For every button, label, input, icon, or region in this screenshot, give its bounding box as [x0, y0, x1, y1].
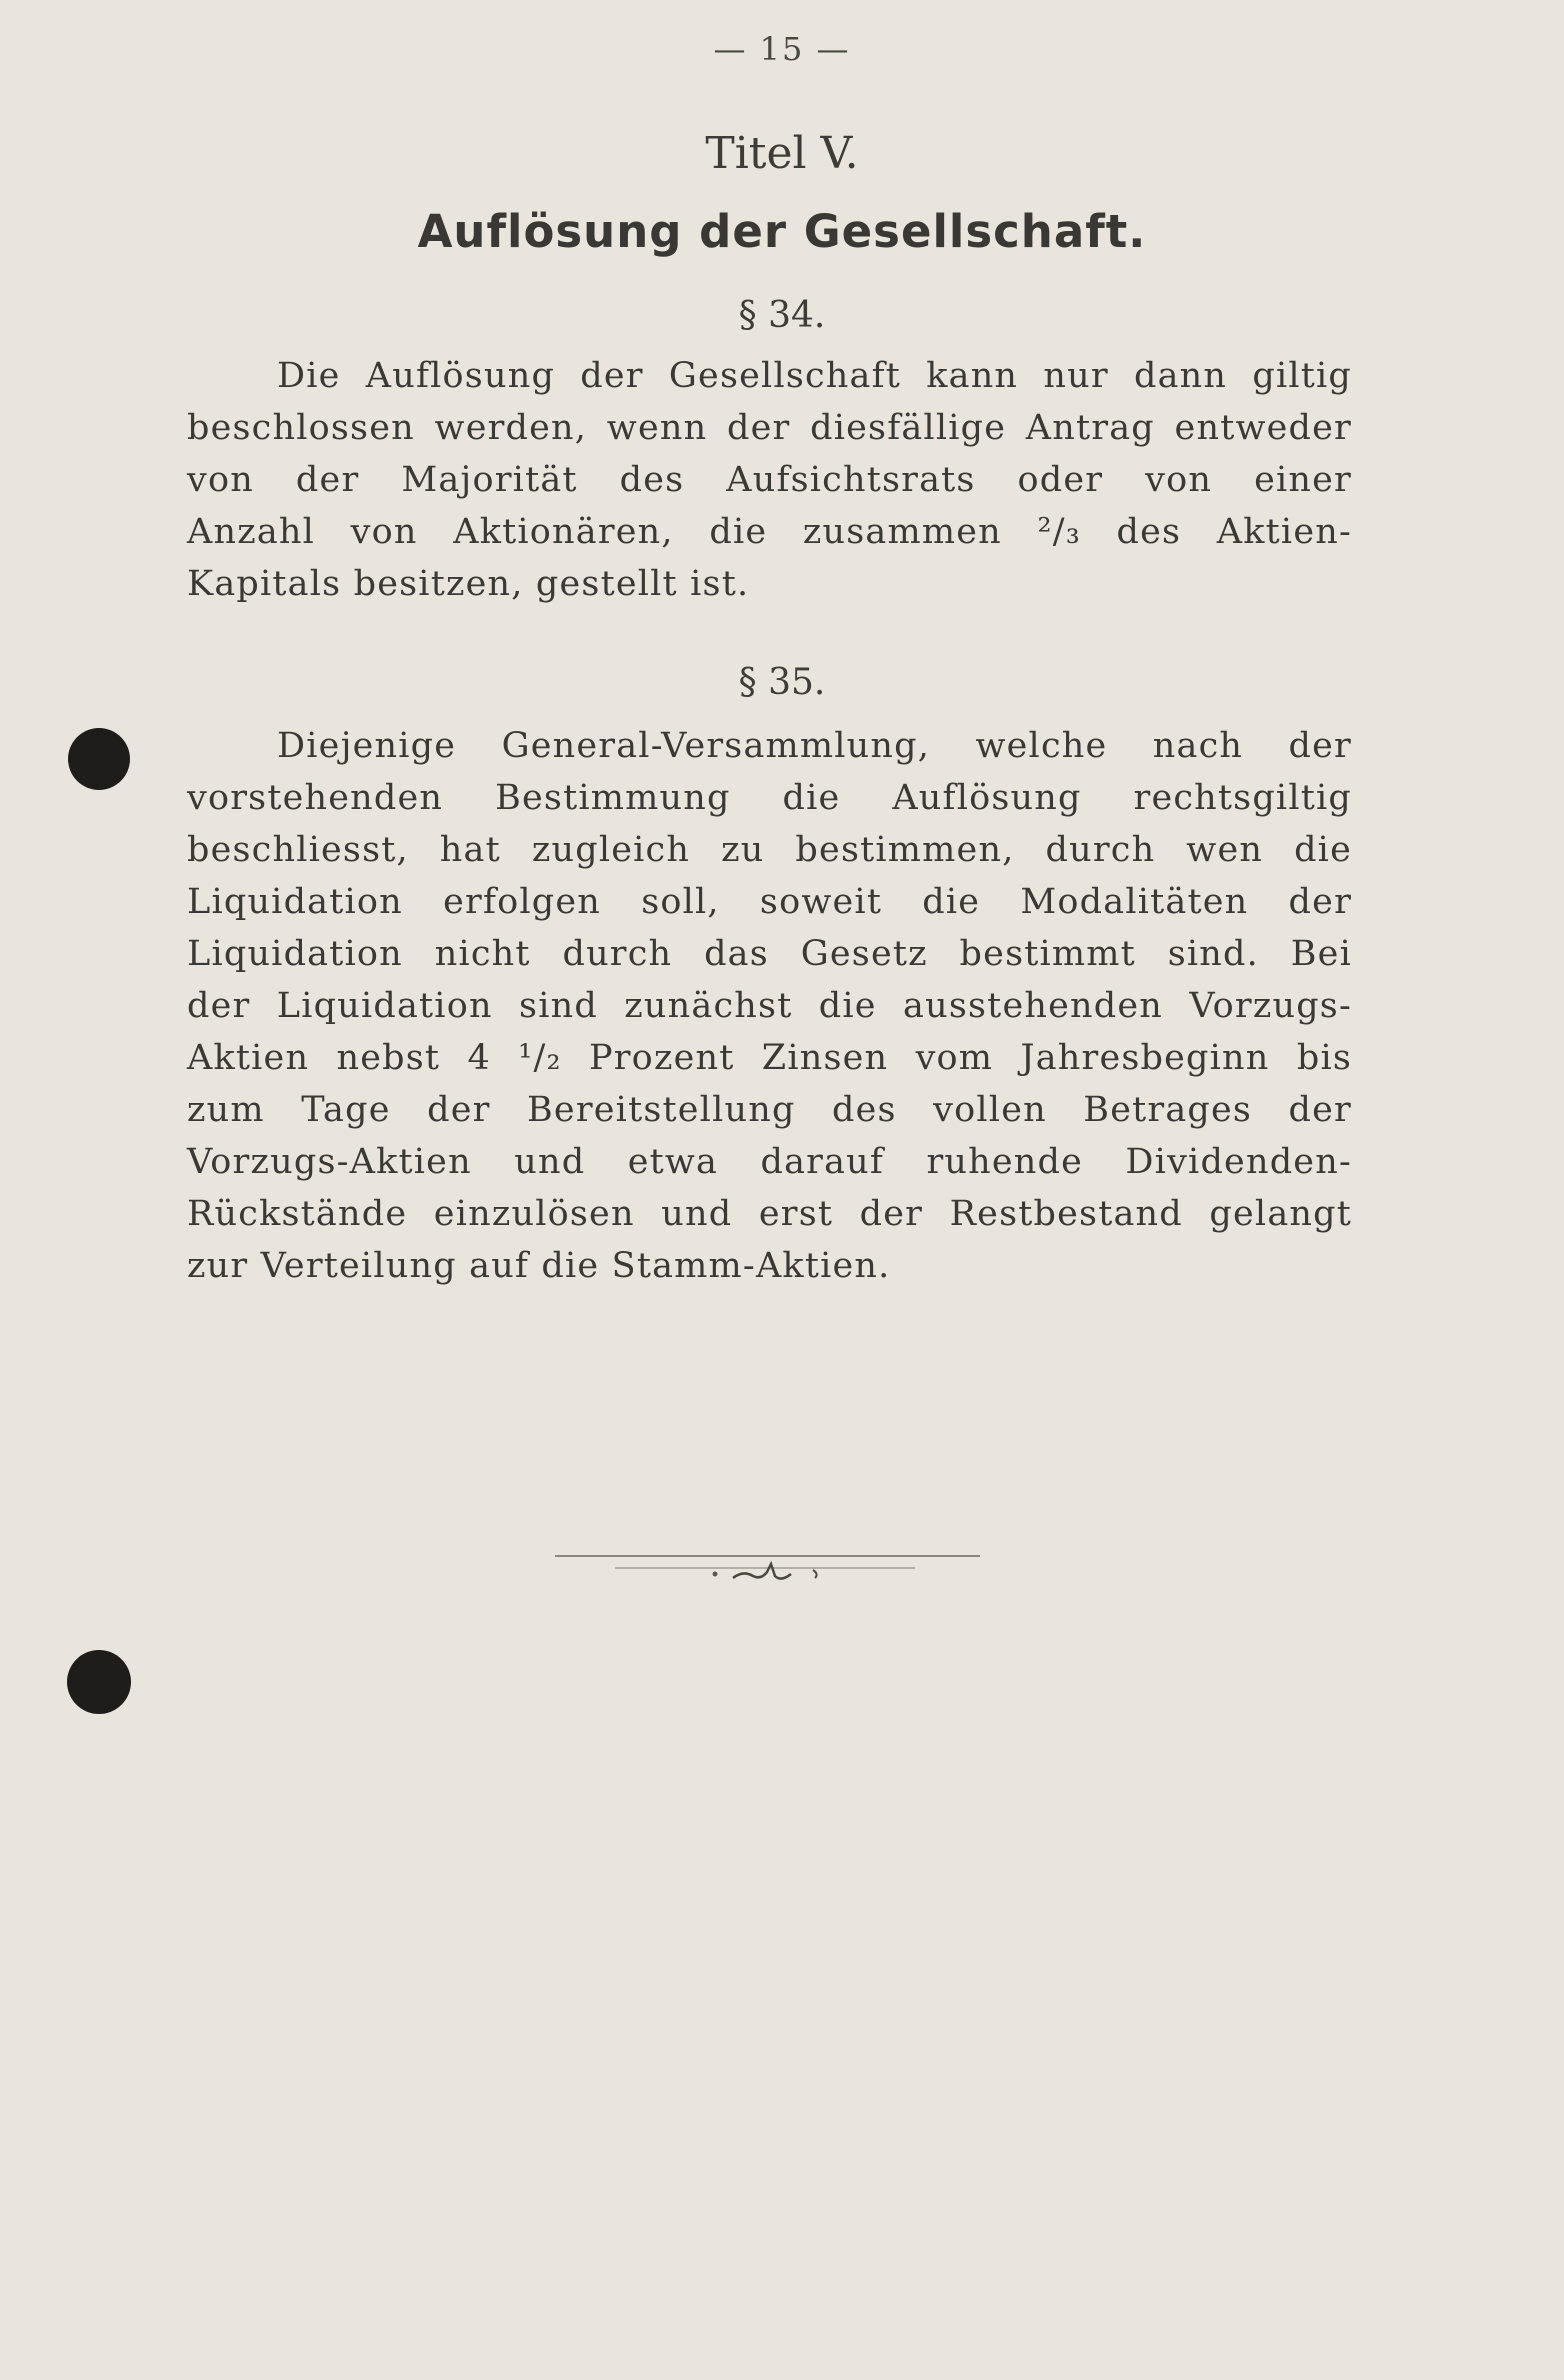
- text-line: Vorzugs-Aktien und etwa darauf ruhende Dividenden-: [187, 1142, 1352, 1182]
- text-line: vorstehenden Bestimmung die Auflösung rechtsgiltig: [187, 778, 1352, 818]
- text-line: Anzahl von Aktionären, die zusammen ²/₃ des Aktien-: [187, 512, 1352, 552]
- chapter-title: Titel V.: [705, 128, 859, 179]
- chapter-heading: Auflösung der Gesellschaft.: [417, 205, 1147, 258]
- text-line: zur Verteilung auf die Stamm-Aktien.: [187, 1246, 891, 1286]
- text-line: beschliesst, hat zugleich zu bestimmen, durch wen die: [187, 830, 1352, 870]
- text-line: Liquidation erfolgen soll, soweit die Modalitäten der: [187, 882, 1352, 922]
- text-line: von der Majorität des Aufsichtsrats oder von einer: [187, 460, 1352, 500]
- section-34-sign: § 34.: [738, 295, 826, 336]
- text-line: zum Tage der Bereitstellung des vollen Betrages der: [187, 1090, 1352, 1130]
- section-35-text: [187, 720, 1352, 1292]
- punch-hole-bottom: [67, 1650, 131, 1714]
- section-35-sign: § 35.: [738, 662, 826, 703]
- text-line: Rückstände einzulösen und erst der Restbestand gelangt: [187, 1194, 1352, 1234]
- section-34-text: [187, 350, 1352, 610]
- text-line: Aktien nebst 4 ¹/₂ Prozent Zinsen vom Jahresbeginn bis: [187, 1038, 1352, 1078]
- text-line: Diejenige General-Versammlung, welche nach der: [277, 726, 1352, 766]
- end-ornament-icon: [555, 1548, 980, 1588]
- punch-hole-top: [68, 728, 130, 790]
- text-line: Die Auflösung der Gesellschaft kann nur dann giltig: [277, 356, 1352, 396]
- text-line: der Liquidation sind zunächst die ausstehenden Vorzugs-: [187, 986, 1352, 1026]
- text-line: Liquidation nicht durch das Gesetz bestimmt sind. Bei: [187, 934, 1352, 974]
- page-number: — 15 —: [713, 30, 851, 68]
- text-line: beschlossen werden, wenn der diesfällige Antrag entweder: [187, 408, 1352, 448]
- text-line: Kapitals besitzen, gestellt ist.: [187, 564, 750, 604]
